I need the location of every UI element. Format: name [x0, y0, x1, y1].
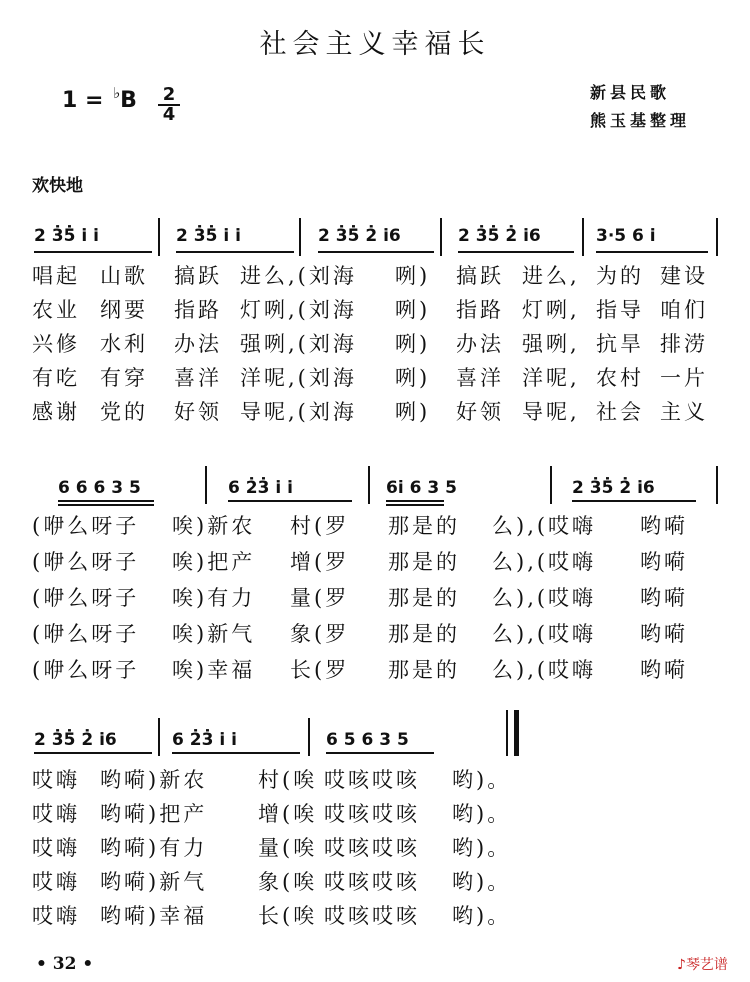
- lyric-word: 农业: [32, 298, 80, 322]
- beam-underline: [458, 251, 574, 253]
- key-tonic: 1: [62, 88, 78, 113]
- lyric-word: 进么,: [522, 264, 580, 288]
- lyric-word: 唱起: [32, 264, 80, 288]
- lyric-word: 哎嗨: [32, 768, 80, 792]
- lyric-word: 哟嗬)新农: [100, 768, 208, 792]
- measure-notes: 6 2̇3̇ i̇ i̇: [228, 478, 293, 498]
- lyric-word: 排涝: [660, 332, 708, 356]
- lyric-word: 一片: [660, 366, 708, 390]
- key-equals: =: [84, 88, 104, 113]
- lyric-word: 唉)新农: [172, 514, 256, 538]
- lyric-word: 抗旱: [596, 332, 644, 356]
- measure-notes: 6 5 6 3 5: [326, 730, 409, 750]
- lyric-word: 为的: [596, 264, 644, 288]
- barline: [205, 466, 207, 504]
- lyric-word: 办法: [174, 332, 222, 356]
- lyric-word: 量(罗: [290, 586, 350, 610]
- beam-underline: [58, 504, 154, 506]
- lyric-word: 哟嗬)幸福: [100, 904, 208, 928]
- lyric-word: 指路: [456, 298, 504, 322]
- barline: [716, 466, 718, 504]
- lyric-word: 么),(哎嗨: [492, 658, 597, 682]
- lyric-line-3: [0, 328, 750, 360]
- lyric-word: 么),(哎嗨: [492, 586, 597, 610]
- lyric-word: 咱们: [660, 298, 708, 322]
- barline: [368, 466, 370, 504]
- lyric-word: 哟嗬: [640, 550, 688, 574]
- barline: [308, 718, 310, 756]
- source-credit: 新县民歌: [590, 83, 671, 102]
- lyric-word: 长(罗: [290, 658, 350, 682]
- lyric-line-11: [0, 764, 750, 796]
- lyric-word: 哟)。: [452, 802, 512, 826]
- lyric-word: 增(唉: [258, 802, 318, 826]
- lyric-word: 哟嗬: [640, 586, 688, 610]
- final-double-barline: [506, 710, 519, 756]
- beam-underline: [176, 251, 294, 253]
- lyric-line-6: [0, 510, 750, 542]
- lyric-line-8: [0, 582, 750, 614]
- lyric-word: 办法: [456, 332, 504, 356]
- lyric-word: 那是的: [388, 514, 460, 538]
- lyric-word: 咧): [395, 298, 431, 322]
- measure-notes: 6i 6 3 5: [386, 478, 457, 498]
- beam-underline: [386, 500, 444, 502]
- barline: [440, 218, 442, 256]
- lyric-word: 那是的: [388, 550, 460, 574]
- lyric-word: 有吃: [32, 366, 80, 390]
- lyric-word: 指导: [596, 298, 644, 322]
- lyric-word: 哎咳哎咳: [324, 802, 420, 826]
- lyric-word: 喜洋: [456, 366, 504, 390]
- lyric-word: 哟嗬: [640, 658, 688, 682]
- lyric-word: 灯咧,(刘海: [240, 298, 357, 322]
- lyric-line-15: [0, 900, 750, 932]
- lyric-word: 哟)。: [452, 768, 512, 792]
- lyric-line-10: [0, 654, 750, 686]
- lyric-word: 哟嗬)有力: [100, 836, 208, 860]
- lyric-word: (咿么呀子: [32, 622, 140, 646]
- lyric-word: (咿么呀子: [32, 550, 140, 574]
- lyric-word: 哎咳哎咳: [324, 870, 420, 894]
- lyric-word: 咧): [395, 264, 431, 288]
- lyric-word: 唉)新气: [172, 622, 256, 646]
- measure-notes: 2 3̇5̇ 2̇ i̇6: [572, 478, 655, 498]
- lyric-word: 哎嗨: [32, 870, 80, 894]
- beam-underline: [172, 752, 300, 754]
- barline: [158, 218, 160, 256]
- lyric-word: 兴修: [32, 332, 80, 356]
- lyric-word: 唉)有力: [172, 586, 256, 610]
- lyric-word: 么),(哎嗨: [492, 514, 597, 538]
- beam-underline: [386, 504, 444, 506]
- time-signature: [158, 86, 180, 124]
- beam-underline: [326, 752, 434, 754]
- lyric-word: 好领: [456, 400, 504, 424]
- lyric-word: 哎嗨: [32, 904, 80, 928]
- lyric-word: 哟)。: [452, 904, 512, 928]
- lyric-word: 么),(哎嗨: [492, 622, 597, 646]
- measure-notes: 2 3̇5̇ i̇ i̇: [34, 226, 99, 246]
- measure-notes: 6 6 6 3 5: [58, 478, 141, 498]
- lyric-word: 强咧,: [522, 332, 580, 356]
- lyric-word: 导呢,: [522, 400, 580, 424]
- lyric-word: 那是的: [388, 622, 460, 646]
- lyric-word: 进么,(刘海: [240, 264, 357, 288]
- music-note-icon: ♪: [677, 957, 686, 973]
- lyric-word: 增(罗: [290, 550, 350, 574]
- lyric-word: 水利: [100, 332, 148, 356]
- lyric-word: 洋呢,(刘海: [240, 366, 357, 390]
- lyric-word: 哟嗬: [640, 514, 688, 538]
- lyric-word: 么),(哎嗨: [492, 550, 597, 574]
- lyric-word: 强咧,(刘海: [240, 332, 357, 356]
- watermark-logo: [677, 954, 728, 974]
- lyric-line-13: [0, 832, 750, 864]
- lyric-line-12: [0, 798, 750, 830]
- lyric-word: 咧): [395, 332, 431, 356]
- lyric-line-2: [0, 294, 750, 326]
- lyric-word: 哎嗨: [32, 836, 80, 860]
- watermark-text: 琴艺谱: [685, 957, 728, 973]
- lyric-line-4: [0, 362, 750, 394]
- lyric-word: (咿么呀子: [32, 586, 140, 610]
- lyric-word: 有穿: [100, 366, 148, 390]
- lyric-word: 感谢: [32, 400, 80, 424]
- tempo-marking: 欢快地: [32, 176, 83, 196]
- lyric-word: 那是的: [388, 658, 460, 682]
- song-title: 社会主义幸福长: [259, 29, 491, 60]
- lyric-word: (咿么呀子: [32, 514, 140, 538]
- lyric-line-5: [0, 396, 750, 428]
- lyric-word: 社会: [596, 400, 644, 424]
- lyric-word: 洋呢,: [522, 366, 580, 390]
- lyric-word: 建设: [660, 264, 708, 288]
- beam-underline: [572, 500, 696, 502]
- lyric-word: 搞跃: [174, 264, 222, 288]
- lyric-line-1: [0, 260, 750, 292]
- lyric-word: 哟嗬)新气: [100, 870, 208, 894]
- lyric-word: 主义: [660, 400, 708, 424]
- beam-underline: [34, 251, 152, 253]
- lyric-word: 唉)把产: [172, 550, 256, 574]
- lyric-line-14: [0, 866, 750, 898]
- flat-symbol: ♭: [113, 84, 121, 102]
- lyric-line-7: [0, 546, 750, 578]
- key-signature: [62, 84, 137, 113]
- arranger-credit: 熊玉基整理: [590, 111, 691, 130]
- notation-system-1: [0, 216, 750, 256]
- measure-notes: 2 3̇5̇ 2̇ i̇6: [318, 226, 401, 246]
- lyric-word: 哟嗬: [640, 622, 688, 646]
- barline: [158, 718, 160, 756]
- beam-underline: [34, 752, 152, 754]
- lyric-word: 那是的: [388, 586, 460, 610]
- measure-notes: 3·5 6 i̇: [596, 226, 656, 246]
- lyric-word: 搞跃: [456, 264, 504, 288]
- lyric-word: 咧): [395, 400, 431, 424]
- lyric-word: 哟)。: [452, 836, 512, 860]
- lyric-word: 咧): [395, 366, 431, 390]
- lyric-word: 纲要: [100, 298, 148, 322]
- measure-notes: 2 3̇5̇ 2̇ i̇6: [458, 226, 541, 246]
- lyric-word: (咿么呀子: [32, 658, 140, 682]
- notation-system-2: [0, 464, 750, 504]
- measure-notes: 2 3̇5̇ i̇ i̇: [176, 226, 241, 246]
- lyric-word: 哎咳哎咳: [324, 768, 420, 792]
- lyric-word: 喜洋: [174, 366, 222, 390]
- lyric-word: 灯咧,: [522, 298, 580, 322]
- lyric-word: 唉)幸福: [172, 658, 256, 682]
- barline: [550, 466, 552, 504]
- lyric-word: 量(唉: [258, 836, 318, 860]
- lyric-word: 村(唉: [258, 768, 318, 792]
- lyric-word: 指路: [174, 298, 222, 322]
- beam-underline: [318, 251, 434, 253]
- page-number: • 32 •: [36, 954, 94, 974]
- lyric-word: 好领: [174, 400, 222, 424]
- barline: [582, 218, 584, 256]
- barline: [299, 218, 301, 256]
- lyric-word: 象(罗: [290, 622, 350, 646]
- beam-underline: [58, 500, 154, 502]
- lyric-word: 导呢,(刘海: [240, 400, 357, 424]
- lyric-word: 哎嗨: [32, 802, 80, 826]
- lyric-word: 象(唉: [258, 870, 318, 894]
- measure-notes: 2 3̇5̇ 2̇ i̇6: [34, 730, 117, 750]
- lyric-word: 哎咳哎咳: [324, 836, 420, 860]
- lyric-word: 党的: [100, 400, 148, 424]
- beam-underline: [596, 251, 708, 253]
- time-signature-top: 2: [158, 86, 180, 106]
- lyric-word: 村(罗: [290, 514, 350, 538]
- lyric-line-9: [0, 618, 750, 650]
- lyric-word: 山歌: [100, 264, 148, 288]
- time-signature-bottom: 4: [162, 104, 176, 125]
- barline: [716, 218, 718, 256]
- lyric-word: 长(唉: [258, 904, 318, 928]
- lyric-word: 哟嗬)把产: [100, 802, 208, 826]
- measure-notes: 6 2̇3̇ i̇ i̇: [172, 730, 237, 750]
- key-note: B: [120, 88, 137, 113]
- lyric-word: 农村: [596, 366, 644, 390]
- beam-underline: [228, 500, 352, 502]
- notation-system-3: [0, 716, 750, 756]
- lyric-word: 哟)。: [452, 870, 512, 894]
- lyric-word: 哎咳哎咳: [324, 904, 420, 928]
